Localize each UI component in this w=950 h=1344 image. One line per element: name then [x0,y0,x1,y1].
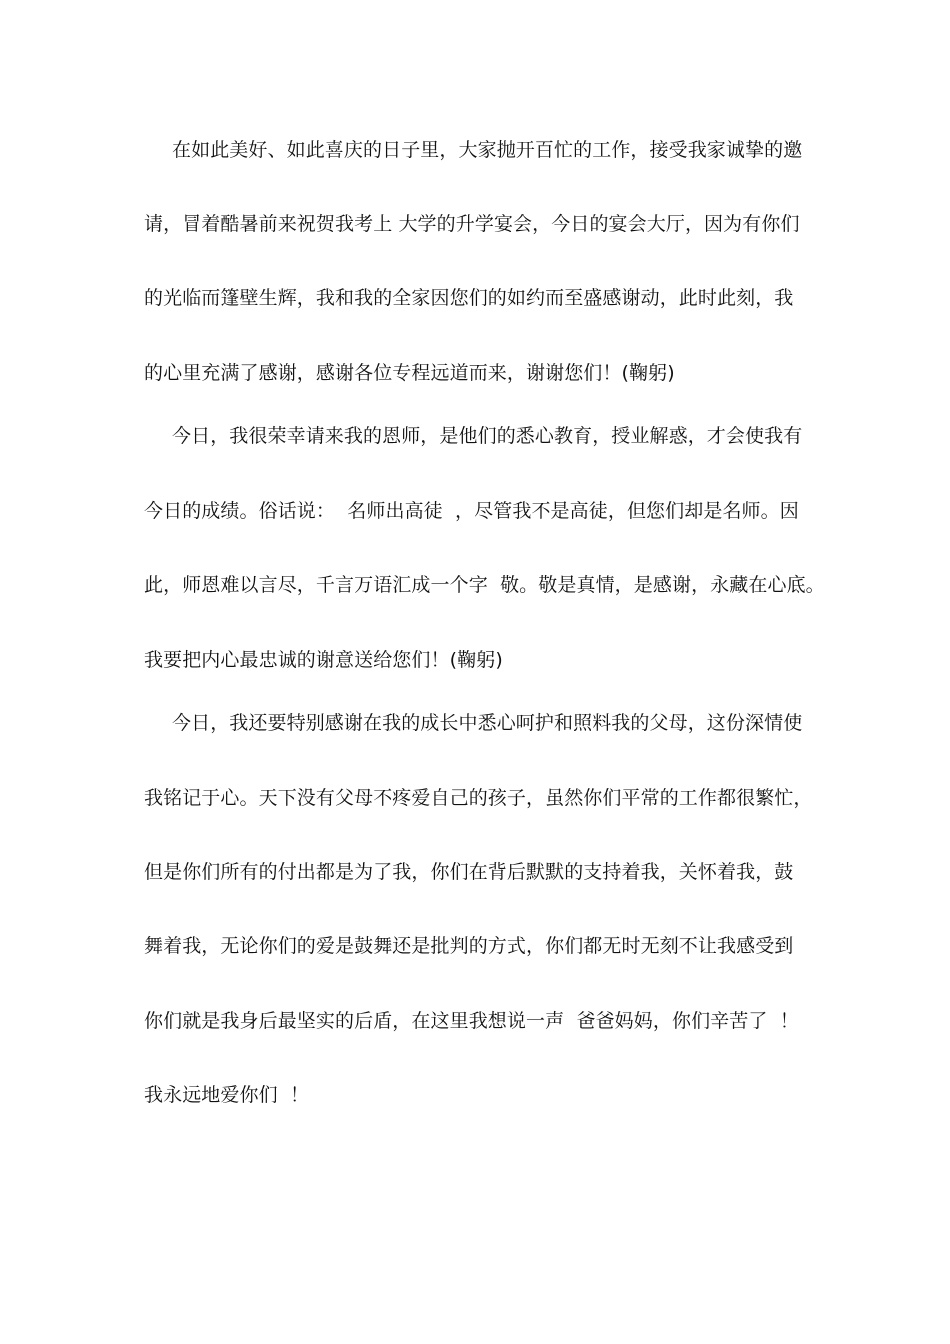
paragraph-2-line-1: 今日，我很荣幸请来我的恩师，是他们的悉心教育，授业解惑，才会使我有 [172,425,803,447]
paragraph-3-line-5: 你们就是我身后最坚实的后盾，在这里我想说一声 爸爸妈妈，你们辛苦了 ！ [144,1010,799,1032]
paragraph-2-line-4: 我要把内心最忠诚的谢意送给您们！(鞠躬) [144,649,503,671]
paragraph-2-line-3: 此，师恩难以言尽，千言万语汇成一个字 敬。敬是真情，是感谢，永藏在心底。 [144,574,825,596]
paragraph-1-line-2: 请，冒着酷暑前来祝贺我考上 大学的升学宴会，今日的宴会大厅，因为有你们 [144,213,800,235]
paragraph-2-line-2: 今日的成绩。俗话说： 名师出高徒 ，尽管我不是高徒，但您们却是名师。因 [144,500,799,522]
paragraph-3-line-4: 舞着我，无论你们的爱是鼓舞还是批判的方式，你们都无时无刻不让我感受到 [144,935,794,957]
paragraph-1-line-3: 的光临而篷壁生辉，我和我的全家因您们的如约而至盛感谢动，此时此刻，我 [144,287,794,309]
paragraph-1-line-1: 在如此美好、如此喜庆的日子里，大家抛开百忙的工作，接受我家诚挚的邀 [172,139,803,161]
paragraph-1-line-4: 的心里充满了感谢，感谢各位专程远道而来，谢谢您们！(鞠躬) [144,362,675,384]
paragraph-3-line-6: 我永远地爱你们 ！ [144,1084,310,1106]
paragraph-3-line-3: 但是你们所有的付出都是为了我，你们在背后默默的支持着我，关怀着我，鼓 [144,861,794,883]
paragraph-3-line-2: 我铭记于心。天下没有父母不疼爱自己的孩子，虽然你们平常的工作都很繁忙， [144,787,813,809]
paragraph-3-line-1: 今日，我还要特别感谢在我的成长中悉心呵护和照料我的父母，这份深情使 [172,712,803,734]
